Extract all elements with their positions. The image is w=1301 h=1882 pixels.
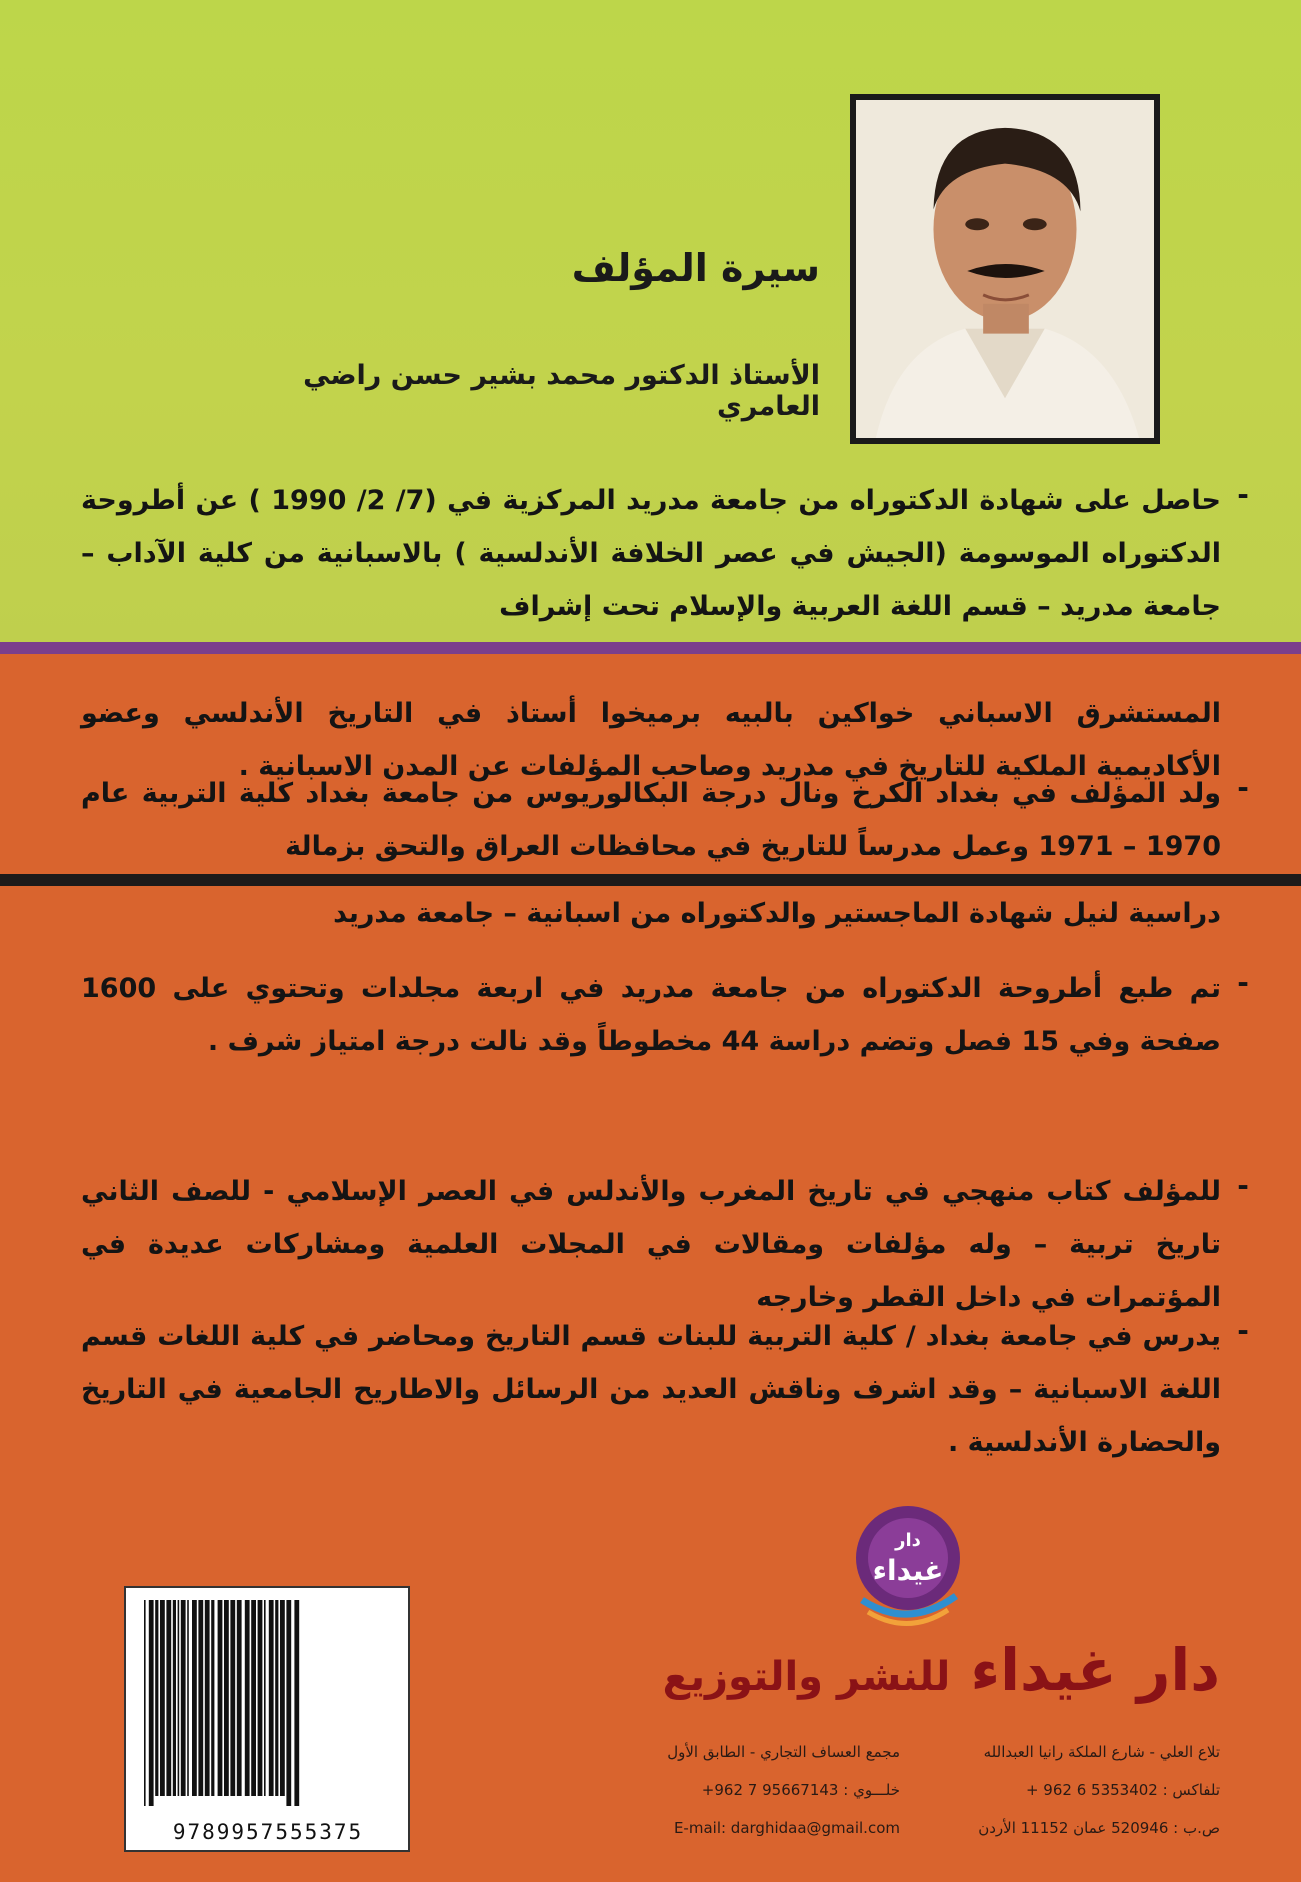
bio-paragraph-birth: ولد المؤلف في بغداد الكرخ ونال درجة البكالوريوس من جامعة بغداد كلية التربية عام 1970 – 1971 وعمل مدرساً للتاريخ في محافظات العراق والتحق بزمالة <box>81 778 1221 862</box>
barcode-bar <box>160 1600 165 1796</box>
author-photo <box>850 94 1160 444</box>
barcode-bar <box>205 1600 210 1796</box>
barcode-bar <box>211 1600 214 1796</box>
bullet-dash: - <box>1237 1169 1249 1202</box>
bullet-dash: - <box>1237 1314 1249 1347</box>
bio-paragraph-publications: للمؤلف كتاب منهجي في تاريخ المغرب والأندلس في العصر الإسلامي - للصف الثاني تاريخ تربية – وله مؤلفات ومقالات في المجلات العلمية ومشاركات عديدة في المؤتمرات في داخل القطر وخارجه <box>81 1176 1221 1313</box>
barcode-bar <box>144 1600 146 1806</box>
bullet-dash: - <box>1237 966 1249 999</box>
barcode-bar <box>181 1600 186 1796</box>
barcode-bar <box>237 1600 242 1796</box>
purple-divider <box>0 642 1301 654</box>
bio-paragraph-teaching: يدرس في جامعة بغداد / كلية التربية للبنات قسم التاريخ ومحاضر في كلية اللغات قسم اللغة الاسبانية – وقد اشرف وناقش العديد من الرسائل والاطاريح الجامعية في التاريخ والحضارة الأندلسية . <box>81 1321 1221 1458</box>
barcode-bar <box>166 1600 171 1796</box>
barcode-bar <box>264 1600 266 1796</box>
publisher-name-main: دار غيداء <box>970 1636 1220 1704</box>
barcode-bar <box>155 1600 158 1796</box>
bio-title: سيرة المؤلف <box>571 246 820 290</box>
barcode-bar <box>258 1600 263 1796</box>
barcode-bar <box>286 1600 291 1806</box>
barcode-bar <box>275 1600 278 1796</box>
barcode-bar <box>245 1600 250 1796</box>
publisher-logo <box>848 1500 968 1630</box>
barcode-bar <box>269 1600 274 1796</box>
address-line-2: مجمع العساف التجاري - الطابق الأول <box>667 1743 900 1761</box>
isbn-barcode <box>124 1586 410 1852</box>
barcode-bar <box>251 1600 256 1796</box>
author-name: الأستاذ الدكتور محمد بشير حسن راضي العامري <box>303 360 820 422</box>
logo-text-top: دار <box>895 1530 921 1551</box>
barcode-bar <box>280 1600 285 1796</box>
bio-paragraph-scholarship: دراسية لنيل شهادة الماجستير والدكتوراه من اسبانية – جامعة مدريد <box>333 898 1221 929</box>
barcode-bar <box>192 1600 197 1796</box>
bio-paragraph-supervisor: المستشرق الاسباني خواكين بالبيه برميخوا أستاذ في التاريخ الأندلسي وعضو الأكاديمية الملكية للتاريخ في مدريد وصاحب المؤلفات عن المدن الاسبانية . <box>81 698 1221 782</box>
isbn-number: 9789957555375 <box>172 1820 364 1844</box>
barcode-bar <box>230 1600 235 1796</box>
barcode-bar <box>224 1600 229 1796</box>
publisher-name-sub: للنشر والتوزيع <box>662 1654 951 1700</box>
barcode-bar <box>173 1600 176 1796</box>
barcode-bar <box>187 1600 189 1796</box>
barcode-bar <box>198 1600 203 1796</box>
mobile-number: خلـــوي : 95667143 7 962+ <box>701 1781 900 1799</box>
email-address: E-mail: darghidaa@gmail.com <box>673 1819 900 1837</box>
dark-divider <box>0 874 1301 886</box>
po-box: ص.ب : 520946 عمان 11152 الأردن <box>978 1819 1220 1837</box>
logo-text-main: غيداء <box>872 1554 944 1587</box>
publisher-name <box>620 1636 1220 1704</box>
barcode-bars <box>140 1600 396 1806</box>
address-line-1: تلاع العلي - شارع الملكة رانيا العبدالله <box>983 1743 1220 1761</box>
barcode-bar <box>149 1600 154 1806</box>
bullet-dash: - <box>1237 771 1249 804</box>
barcode-bar <box>218 1600 223 1796</box>
bio-paragraph-doctorate: حاصل على شهادة الدكتوراه من جامعة مدريد المركزية في (7/ 2/ 1990 ) عن أطروحة الدكتوراه الموسومة (الجيش في عصر الخلافة الأندلسية ) بالاسبانية من كلية الآداب – جامعة مدريد – قسم اللغة العربية والإسلام تحت إشراف <box>81 485 1221 622</box>
bio-paragraph-thesis-print: تم طبع أطروحة الدكتوراه من جامعة مدريد في اربعة مجلدات وتحتوي على 1600 صفحة وفي 15 فصل وتضم دراسة 44 مخطوطاً وقد نالت درجة امتياز شرف . <box>81 973 1221 1057</box>
barcode-bar <box>178 1600 180 1796</box>
bullet-dash: - <box>1237 478 1249 511</box>
fax-number: تلفاكس : 5353402 6 962 + <box>1025 1781 1220 1799</box>
barcode-bar <box>294 1600 299 1806</box>
